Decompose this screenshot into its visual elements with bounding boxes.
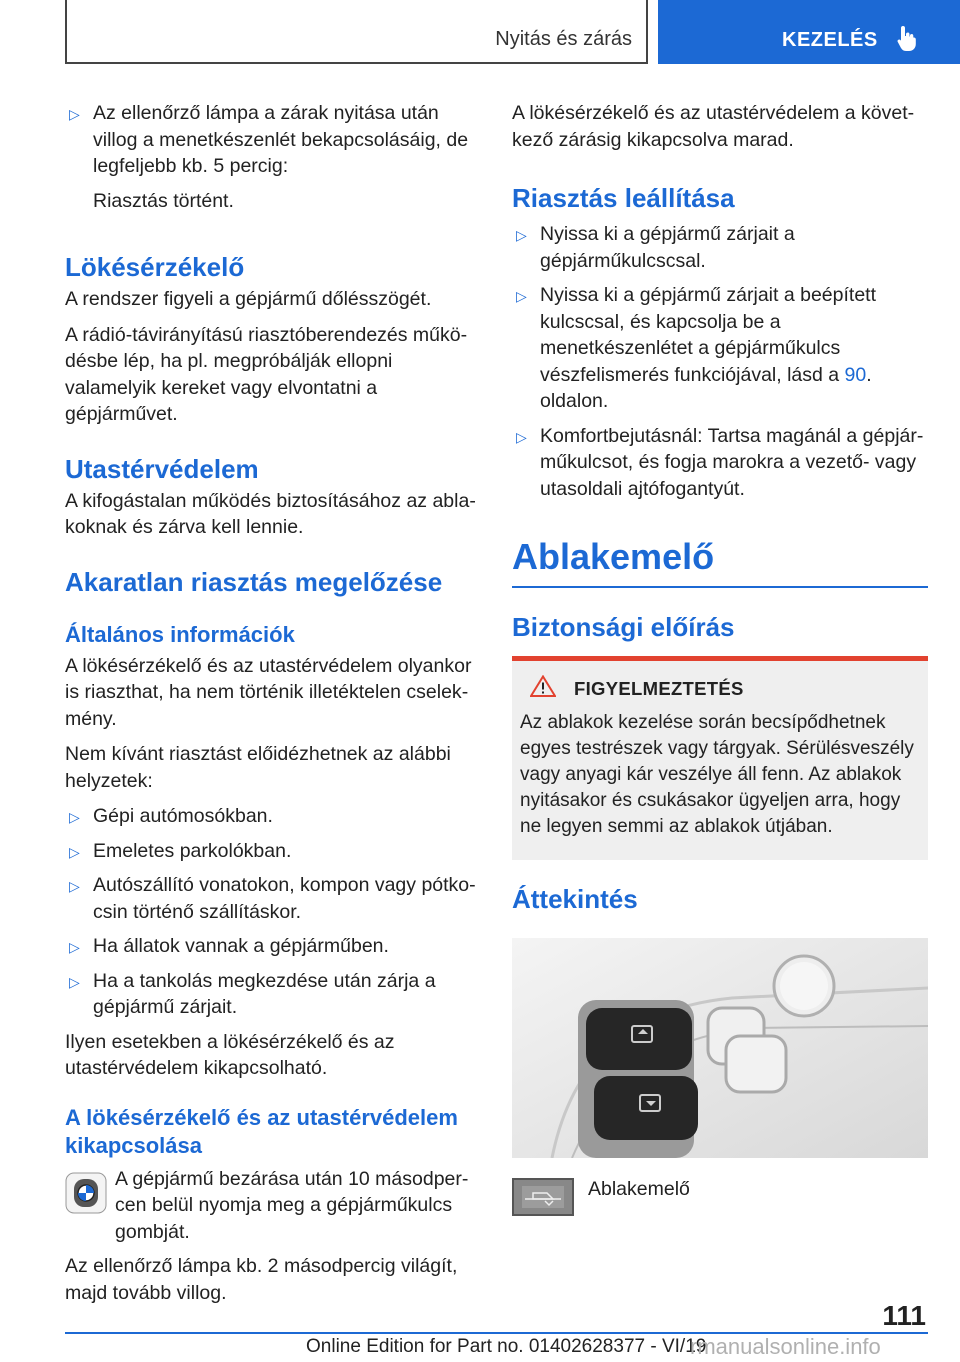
paragraph: A rendszer figyeli a gépjármű dőlésszögét. — [65, 288, 432, 310]
watermark: rmanualsonline.info — [690, 1334, 881, 1359]
bullet-triangle-icon: ▷ — [69, 939, 80, 955]
warning-header — [520, 675, 920, 702]
left-column — [65, 100, 479, 1315]
bullet-triangle-icon: ▷ — [69, 878, 80, 894]
list-item-text: Gépi autómosókban. — [93, 805, 273, 827]
section-title: Nyitás és zárás — [495, 28, 632, 50]
pointing-hand-icon — [896, 24, 918, 57]
heading-utastervedelem: Utastérvédelem — [65, 453, 259, 484]
heading-rule — [512, 586, 928, 588]
heading-riasztas-leallitasa: Riasztás leállítása — [512, 183, 735, 213]
paragraph: Ilyen esetekben a lökésérzékelő és az utastérvédelem kikapcsolható. — [65, 1030, 395, 1079]
list-item-text: Ha állatok vannak a gépjárműben. — [93, 935, 389, 957]
list-item — [65, 100, 479, 180]
paragraph: A kifogástalan működés biztosításához az ablakoknak és zárva kell lennie. — [65, 489, 476, 538]
paragraph: Nem kívánt riasztást előidézhetnek az alábbi helyzetek: — [65, 743, 451, 792]
list-item — [65, 803, 479, 830]
bullet-triangle-icon: ▷ — [516, 428, 527, 445]
key-instruction — [65, 1166, 479, 1246]
list-item-text — [540, 282, 928, 415]
list-item — [65, 838, 479, 865]
bullet-triangle-icon: ▷ — [516, 288, 527, 304]
paragraph: A gépjármű bezárása után 10 másodpercen belül nyomja meg a gépjárműkulcs gombját. — [115, 1167, 469, 1243]
list-item-text: Ha a tankolás megkezdése után zárja a gépjármű zárjait. — [93, 969, 436, 1018]
chapter-title: KEZELÉS — [782, 29, 878, 51]
list-item — [65, 968, 479, 1021]
list-item — [65, 933, 479, 960]
heading-biztonsagi-eloiras: Biztonsági előírás — [512, 612, 735, 642]
warning-title: FIGYELMEZTETÉS — [574, 677, 744, 699]
paragraph: Az ellenőrző lámpa kb. 2 másodpercig világít, majd tovább villog. — [65, 1255, 458, 1304]
heading-ablakemelo: Ablakemelő — [512, 536, 715, 577]
heading-lokeserzekelo: Lökésérzékelő — [65, 252, 245, 282]
list-item — [512, 423, 928, 503]
list-item-subtext: Riasztás történt. — [93, 189, 234, 212]
footer-edition: Online Edition for Part no. 01402628377 - VI/19 — [306, 1336, 707, 1357]
chapter-tab[interactable] — [658, 0, 960, 64]
window-switch-icon — [512, 1178, 574, 1216]
list-item-text: Nyissa ki a gépjármű zárjait a gépjárműkulcscsal. — [540, 223, 795, 272]
bullet-triangle-icon: ▷ — [69, 809, 80, 825]
heading-attekintes: Áttekintés — [512, 884, 638, 914]
figure-caption: Ablakemelő — [588, 1178, 690, 1200]
bullet-triangle-icon: ▷ — [69, 973, 80, 990]
heading-kikapcsolasa: A lökésérzékelő és az utastérvédelem kikapcsolása — [65, 1104, 458, 1158]
bullet-triangle-icon: ▷ — [69, 843, 80, 860]
heading-altalanos-informaciok: Általános információk — [65, 621, 295, 647]
list-item — [512, 221, 928, 274]
paragraph: A rádió-távirányítású riasztóberendezés működésbe lép, ha pl. megpróbálják ellopni valamelyik kereket vagy elvontatni a gépjárművet. — [65, 323, 468, 425]
list-item-text: Az ellenőrző lámpa a zárak nyitása után villog a menetkészenlét bekapcsolásáig, de legfeljebb kb. 5 percig: — [93, 102, 469, 177]
list-item-text-part: Nyissa ki a gépjármű zárjait a beépített kulcscsal, és kapcsolja be a menetkészenlétet a gépjárműkulcs vészfelismerés funkciójával, lásd a — [540, 284, 876, 386]
list-item — [65, 872, 479, 925]
header-section-box — [65, 0, 648, 64]
page-number: 111 — [882, 1300, 926, 1331]
list-item-text: Komfortbejutásnál: Tartsa magánál a gépjárműkulcsot, és fogja marokra a vezető- vagy utasoldali ajtófogantyút. — [540, 424, 924, 500]
list-item — [512, 282, 928, 415]
bmw-key-icon — [65, 1172, 107, 1219]
paragraph: A lökésérzékelő és az utastérvédelem a következő zárásig kikapcsolva marad. — [512, 102, 915, 151]
warning-triangle-icon — [530, 675, 556, 702]
paragraph: A lökésérzékelő és az utastérvédelem olyankor is riaszthat, ha nem történik illetéktelen cselekmény. — [65, 654, 472, 730]
heading-akaratlan-riasztas: Akaratlan riasztás megelőzése — [65, 566, 443, 597]
list-item-text: Emeletes parkolókban. — [93, 839, 292, 862]
page-link[interactable]: 90 — [844, 363, 867, 386]
bullet-triangle-icon: ▷ — [516, 227, 527, 243]
warning-text: Az ablakok kezelése során becsípődhetnek egyes testrészek vagy tárgyak. Sérülésveszély vagy anyagi kár veszélye áll fenn. Az ablakok nyitásakor és csukásakor ügyeljen arra, hogy ne legyen semmi az ablakok útjában. — [520, 712, 914, 837]
warning-box — [512, 656, 928, 860]
window-switch-photo — [512, 938, 928, 1158]
list-item-text: Autószállító vonatokon, kompon vagy pótkocsin történő szállításkor. — [93, 874, 476, 923]
list-item-text-part: . oldalon. — [540, 363, 872, 412]
figure-legend — [512, 1178, 928, 1216]
bullet-triangle-icon: ▷ — [69, 106, 80, 122]
right-column — [512, 100, 928, 1216]
